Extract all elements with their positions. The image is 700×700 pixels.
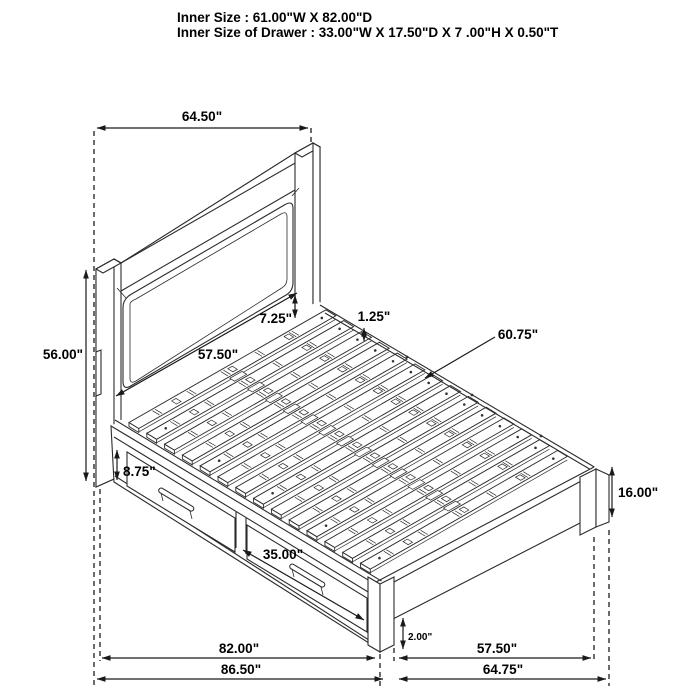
dim-panel-width-label: 57.50": [197, 347, 239, 362]
dim-headboard-width-label: 64.50": [181, 109, 223, 124]
dim-headboard-width: [97, 109, 308, 128]
dim-slat-thickness-label: 1.25": [357, 309, 391, 324]
dim-drawer-width-label: 35.00": [262, 547, 304, 562]
dim-inner-width-foot: [399, 641, 591, 658]
headboard-left-post: [96, 259, 114, 487]
dim-inner-width-foot-label: 57.50": [476, 641, 518, 656]
dim-headboard-height-label: 56.00": [42, 347, 83, 362]
dim-outer-width-foot-label: 64.75": [482, 662, 524, 677]
dim-inner-depth: [102, 641, 375, 658]
dim-headboard-height: [43, 270, 86, 481]
title-line-1: Inner Size : 61.00"W X 82.00"D: [177, 10, 373, 25]
dim-slat-length: [425, 327, 538, 378]
title-line-2: Inner Size of Drawer : 33.00"W X 17.50"D X 7 .00"H X 0.50"T: [177, 25, 559, 40]
dim-inner-depth-label: 82.00": [218, 641, 260, 656]
dim-foot-clearance-label: 2.00": [408, 632, 433, 643]
dim-outer-depth-label: 86.50": [220, 662, 262, 677]
dim-slat-length-label: 60.75": [497, 327, 539, 342]
dim-outer-width-foot: [399, 662, 606, 679]
dim-footboard-height-label: 16.00": [618, 485, 659, 500]
dim-panel-gap-label: 7.25": [259, 311, 292, 326]
dim-outer-depth: [97, 662, 383, 679]
title-block: [177, 10, 559, 40]
foot-corner-post: [368, 577, 394, 652]
dim-footboard-height: [612, 467, 658, 517]
dim-drawer-height-label: 8.75": [123, 464, 156, 479]
